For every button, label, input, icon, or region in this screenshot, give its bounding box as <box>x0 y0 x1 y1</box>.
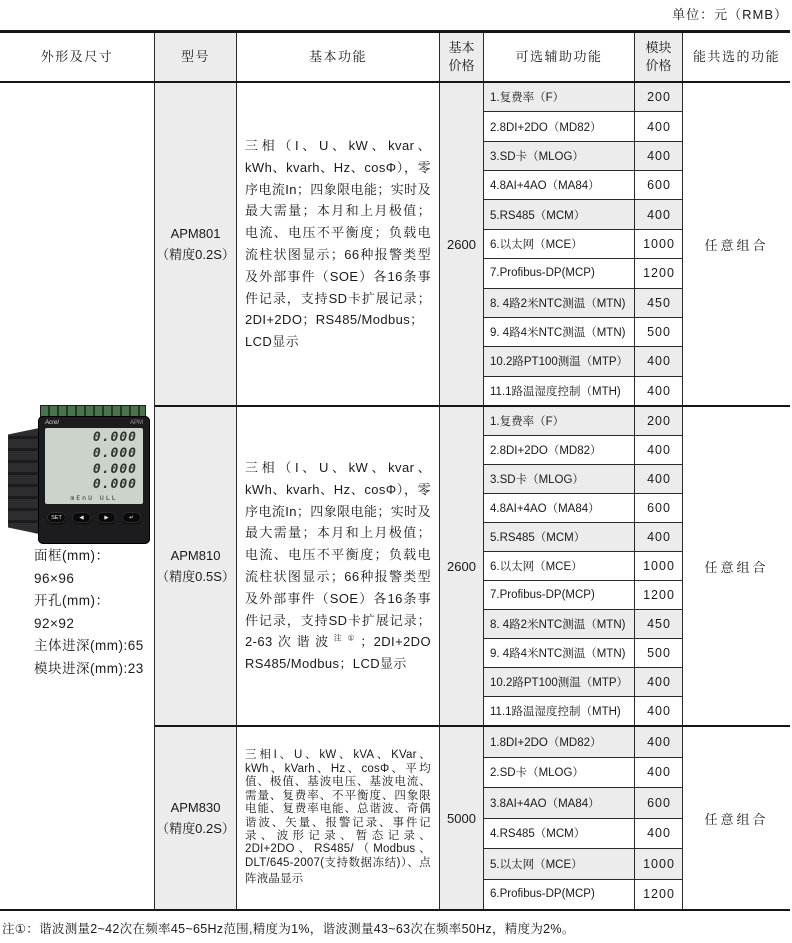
left-arrow-button: ◀ <box>72 512 91 523</box>
option-row <box>484 407 682 436</box>
device-lcd-screen <box>45 428 143 504</box>
option-label: 2.8DI+2DO（MD82） <box>484 112 635 140</box>
option-label: 1.复费率（F） <box>484 407 635 435</box>
option-price: 500 <box>647 325 671 340</box>
option-row <box>484 377 682 405</box>
device-brand-logo: Acrel <box>45 420 59 426</box>
option-price: 1200 <box>643 887 675 902</box>
header-optional-functions: 可选辅助功能 <box>484 33 635 81</box>
option-label: 3.SD卡（MLOG） <box>484 142 635 170</box>
option-label: 9. 4路4米NTC测温（MTN) <box>484 318 635 346</box>
basic-functions-cell-apm810 <box>237 407 440 727</box>
basic-functions-cell-apm830 <box>237 727 440 909</box>
model-name: APM801 <box>170 225 221 241</box>
option-label: 1.复费率（F） <box>484 83 635 111</box>
device-model-tag: APM <box>129 420 143 426</box>
option-price: 450 <box>647 295 671 310</box>
option-row <box>484 259 682 288</box>
option-row <box>484 788 682 819</box>
header-basic-price: 基本价格 <box>440 33 484 81</box>
option-label: 3.8AI+4AO（MA84） <box>484 788 635 818</box>
option-row <box>484 289 682 318</box>
option-price: 1000 <box>643 559 675 573</box>
basic-price-cell-apm830: 5000 <box>440 727 484 909</box>
right-arrow-button: ▶ <box>97 512 116 523</box>
option-row <box>484 639 682 668</box>
option-price: 200 <box>647 414 671 428</box>
lcd-reading: 0.000 <box>92 430 137 445</box>
set-button: SET <box>47 512 66 523</box>
model-cell-apm801 <box>155 83 237 407</box>
option-label: 8. 4路2米NTC测温（MTN) <box>484 289 635 317</box>
dim-line: 开孔(mm)： <box>34 593 110 608</box>
device-button-row <box>38 504 150 523</box>
option-row <box>484 727 682 758</box>
option-row <box>484 465 682 494</box>
dim-line: 主体进深(mm):65 <box>34 638 144 653</box>
header-basic-functions: 基本功能 <box>237 33 440 81</box>
option-label: 3.SD卡（MLOG） <box>484 465 635 493</box>
option-label: 11.1路温湿度控制（MTH) <box>484 697 635 725</box>
header-module-price: 模块价格 <box>635 33 683 81</box>
option-price: 400 <box>647 472 671 486</box>
option-price: 1000 <box>643 236 675 251</box>
option-row <box>484 819 682 850</box>
option-label: 4.8AI+4AO（MA84） <box>484 171 635 199</box>
dim-line: 96×96 <box>34 570 75 586</box>
option-label: 10.2路PT100测温（MTP） <box>484 347 635 375</box>
option-label: 5.RS485（MCM） <box>484 200 635 228</box>
option-label: 4.RS485（MCM） <box>484 819 635 849</box>
model-accuracy: （精度0.2S） <box>156 820 235 836</box>
option-price: 400 <box>647 675 671 689</box>
option-label: 5.RS485（MCM） <box>484 523 635 551</box>
option-row <box>484 552 682 581</box>
basic-price-cell-apm801: 2600 <box>440 83 484 407</box>
option-price: 500 <box>647 646 671 660</box>
options-list-apm801 <box>484 83 683 407</box>
option-label: 11.1路温湿度控制（MTH) <box>484 377 635 405</box>
option-price: 400 <box>647 530 671 544</box>
table-body <box>0 83 790 909</box>
lcd-reading: 0.000 <box>92 445 137 461</box>
spec-table <box>0 30 790 911</box>
option-row <box>484 112 682 141</box>
combinable-cell-apm810: 任意组合 <box>683 407 790 727</box>
header-appearance: 外形及尺寸 <box>0 33 155 81</box>
option-price: 200 <box>647 90 671 105</box>
options-list-apm810 <box>484 407 683 727</box>
option-row <box>484 758 682 789</box>
option-label: 7.Profibus-DP(MCP) <box>484 581 635 609</box>
device-front-panel <box>38 416 150 544</box>
option-row <box>484 436 682 465</box>
unit-label: 单位：元（RMB） <box>672 7 788 22</box>
basic-functions-cell-apm801 <box>237 83 440 407</box>
option-price: 450 <box>647 617 671 631</box>
option-row <box>484 318 682 347</box>
option-label: 6.以太网（MCE） <box>484 552 635 580</box>
model-cell-apm810 <box>155 407 237 727</box>
header-combinable: 能共选的功能 <box>692 49 780 65</box>
option-label: 2.8DI+2DO（MD82） <box>484 436 635 464</box>
basic-functions-text: 三相（I、U、kW、kvar、kWh、kvarh、Hz、cosΦ），零序电流In；四象限电能；实时及最大需量；本月和上月极值；电流、电压不平衡度；负载电流柱状图显示；66种报警类型及外部事件（SOE）各16条事件记录，支持SD卡扩展记录；2-63次谐波 <box>245 459 431 650</box>
option-price: 400 <box>647 734 671 749</box>
option-row <box>484 230 682 259</box>
lcd-reading: 0.000 <box>92 477 137 493</box>
model-accuracy: （精度0.2S） <box>156 246 235 262</box>
option-price: 600 <box>647 501 671 515</box>
option-row <box>484 494 682 523</box>
option-label: 2.SD卡（MLOG） <box>484 758 635 788</box>
option-price: 400 <box>647 119 671 134</box>
header-model: 型号 <box>155 33 237 81</box>
option-row <box>484 697 682 725</box>
basic-price-cell-apm810: 2600 <box>440 407 484 727</box>
combinable-cell-apm830: 任意组合 <box>704 811 769 827</box>
option-label: 8. 4路2米NTC测温（MTN) <box>484 610 635 638</box>
option-row <box>484 668 682 697</box>
option-row <box>484 347 682 376</box>
model-cell-apm830 <box>155 727 237 909</box>
option-row <box>484 610 682 639</box>
option-price: 1000 <box>643 856 675 871</box>
option-price: 600 <box>647 178 671 193</box>
basic-functions-text: ；2DI+2DO RS485/Modbus；LCD显示 <box>245 634 431 672</box>
product-photo <box>6 403 152 549</box>
options-list-apm830 <box>484 727 683 909</box>
dimension-specs <box>34 545 144 680</box>
enter-button: ↵ <box>122 512 141 523</box>
basic-functions-text: 三相I、U、kW、kVA、KVar、kWh、kVarh、Hz、cosΦ、平均值、极值、基波电压、基波电流、需量、复费率、不平衡度、四象限电能、复费率电能、总谐波、奇偶谐波、矢量、报警记录、事件记录、波形记录、暂态记录、2DI+2DO、RS485/（Modbus、DLT/645-2007(支持数据冻结)）、点阵液晶显示 <box>245 749 431 886</box>
option-row <box>484 83 682 112</box>
option-row <box>484 849 682 880</box>
table-header-row <box>0 33 790 83</box>
option-row <box>484 200 682 229</box>
option-label: 9. 4路4米NTC测温（MTN) <box>484 639 635 667</box>
model-name: APM830 <box>170 799 221 815</box>
appearance-cell <box>0 83 155 909</box>
option-price: 400 <box>647 443 671 457</box>
option-price: 400 <box>647 354 671 369</box>
option-price: 400 <box>647 765 671 780</box>
option-label: 10.2路PT100测温（MTP） <box>484 668 635 696</box>
lcd-menu-text: mEnU ULL <box>70 494 118 502</box>
option-label: 5.以太网（MCE） <box>484 849 635 879</box>
lcd-reading: 0.000 <box>92 461 137 477</box>
option-price: 400 <box>647 826 671 841</box>
option-row <box>484 581 682 610</box>
option-price: 600 <box>647 795 671 810</box>
option-row <box>484 880 682 910</box>
option-label: 4.8AI+4AO（MA84） <box>484 494 635 522</box>
option-row <box>484 171 682 200</box>
dim-line: 模块进深(mm):23 <box>34 660 144 676</box>
dim-line: 92×92 <box>34 615 75 631</box>
option-label: 1.8DI+2DO（MD82） <box>484 727 635 757</box>
option-label: 6.Profibus-DP(MCP) <box>484 880 635 910</box>
option-label: 6.以太网（MCE） <box>484 230 635 258</box>
option-price: 400 <box>647 148 671 163</box>
basic-functions-text: 三相（I、U、kW、kvar、kWh、kvarh、Hz、cosΦ），零序电流In；四象限电能；实时及最大需量；本月和上月极值；电流、电压不平衡度；负载电流柱状图显示；66种报警类型及外部事件（SOE）各16条事件记录，支持SD卡扩展记录；2DI+2DO；RS485/Modbus；LCD显示 <box>245 137 431 350</box>
option-price: 400 <box>647 207 671 222</box>
option-price: 1200 <box>643 588 675 602</box>
model-accuracy: （精度0.5S） <box>156 568 235 584</box>
option-price: 400 <box>647 704 671 718</box>
footnote-ref: 注① <box>333 634 361 644</box>
option-row <box>484 142 682 171</box>
option-label: 7.Profibus-DP(MCP) <box>484 259 635 287</box>
option-price: 400 <box>647 383 671 398</box>
footnote: 注①：谐波测量2~42次在频率45~65Hz范围,精度为1%，谐波测量43~63次在频率50Hz，精度为2%。 <box>2 922 575 936</box>
model-name: APM810 <box>170 547 221 563</box>
dim-line: 面框(mm)： <box>34 548 110 563</box>
option-price: 1200 <box>643 266 675 281</box>
combinable-cell-apm801: 任意组合 <box>683 83 790 407</box>
option-row <box>484 523 682 552</box>
